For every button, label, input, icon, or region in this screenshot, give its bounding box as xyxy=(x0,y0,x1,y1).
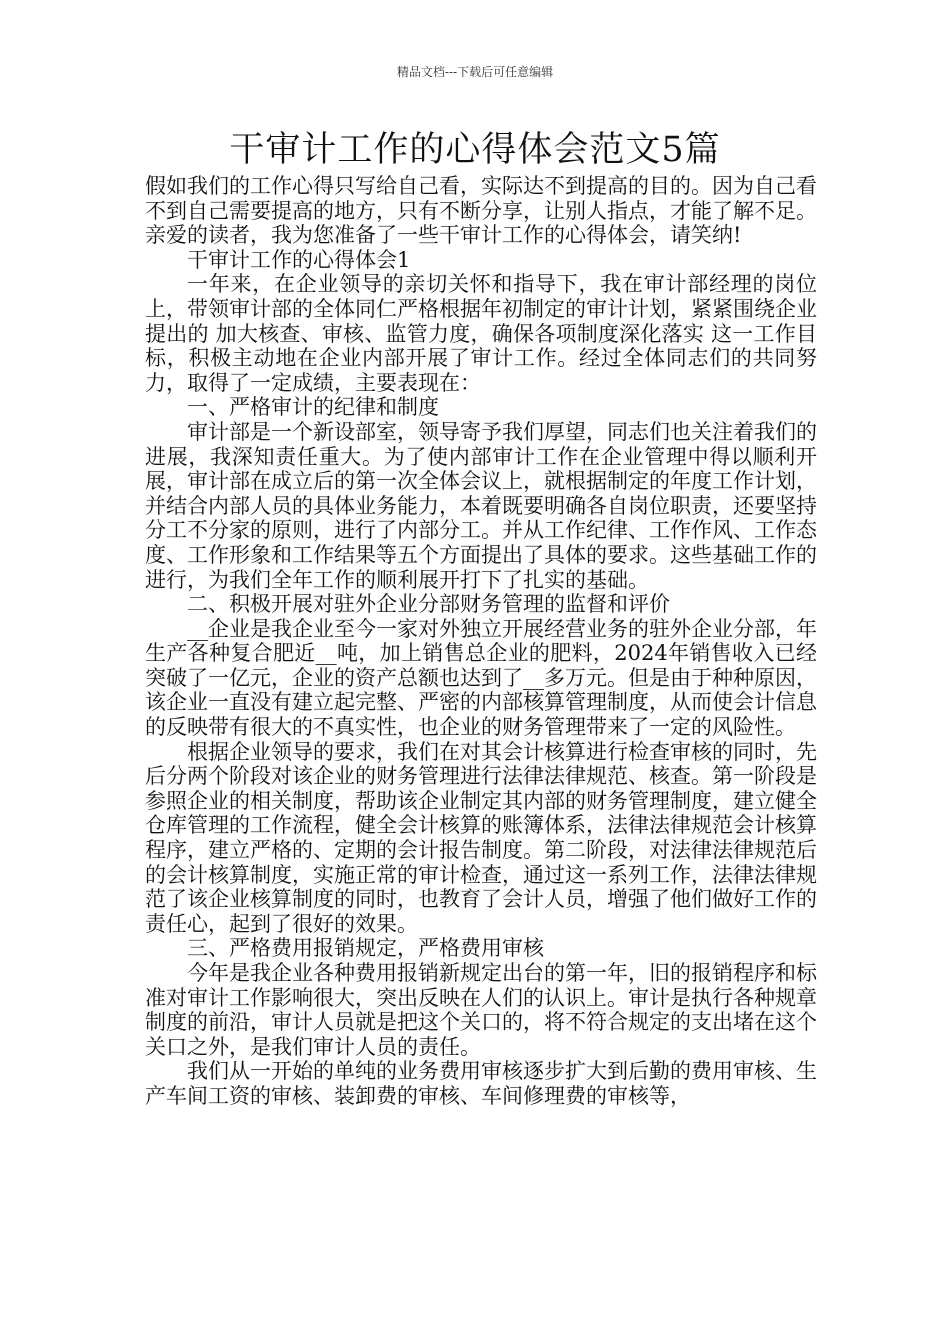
section-heading: 三、严格费用报销规定，严格费用审核 xyxy=(187,936,544,961)
document-title: 干审计工作的心得体会范文5篇 xyxy=(229,130,721,170)
body-paragraph: 我们从一开始的单纯的业务费用审核逐步扩大到后勤的费用审核、生产车间工资的审核、装卸费的审核、车间修理费的审核等， xyxy=(145,1059,817,1108)
section-heading: 干审计工作的心得体会1 xyxy=(187,247,411,272)
body-paragraph: __企业是我企业至今一家对外独立开展经营业务的驻外企业分部，年生产各种复合肥近__吨，加上销售总企业的肥料，2024年销售收入已经突破了一亿元，企业的资产总额也达到了__多万元。但是由于种种原因，该企业一直没有建立起完整、严密的内部核算管理制度，从而使会计信息的反映带有很大的不真实性，也企业的财务管理带来了一定的风险性。 xyxy=(145,616,817,740)
body-paragraph: 根据企业领导的要求，我们在对其会计核算进行检查审核的同时，先后分两个阶段对该企业的财务管理进行法律法律规范、核查。第一阶段是参照企业的相关制度，帮助该企业制定其内部的财务管理制度，建立健全仓库管理的工作流程，健全会计核算的账簿体系，法律法律规范会计核算程序，建立严格的、定期的会计报告制度。第二阶段，对法律法律规范后的会计核算制度，实施正常的审计检查，通过这一系列工作，法律法律规范了该企业核算制度的同时，也教育了会计人员，增强了他们做好工作的责任心，起到了很好的效果。 xyxy=(145,739,817,936)
body-paragraph: 审计部是一个新设部室，领导寄予我们厚望，同志们也关注着我们的进展，我深知责任重大。为了使内部审计工作在企业管理中得以顺利开展，审计部在成立后的第一次全体会议上，就根据制定的年度工作计划，并结合内部人员的具体业务能力，本着既要明确各自岗位职责，还要坚持分工不分家的原则，进行了内部分工。并从工作纪律、工作作风、工作态度、工作形象和工作结果等五个方面提出了具体的要求。这些基础工作的进行，为我们全年工作的顺利展开打下了扎实的基础。 xyxy=(145,419,817,592)
page-header-watermark: 精品文档---下载后可任意编辑 xyxy=(396,65,554,79)
body-paragraph: 一年来，在企业领导的亲切关怀和指导下，我在审计部经理的岗位上，带领审计部的全体同仁严格根据年初制定的审计计划，紧紧围绕企业提出的 加大核查、审核、监管力度，确保各项制度深化落实 这一工作目标，积极主动地在企业内部开展了审计工作。经过全体同志们的共同努力，取得了一定成绩，主要表现在： xyxy=(145,272,817,395)
document-body xyxy=(145,174,817,1109)
body-paragraph: 今年是我企业各种费用报销新规定出台的第一年，旧的报销程序和标准对审计工作影响很大，突出反映在人们的认识上。审计是执行各种规章制度的前沿，审计人员就是把这个关口的，将不符合规定的支出堵在这个关口之外，是我们审计人员的责任。 xyxy=(145,961,817,1059)
section-heading: 二、积极开展对驻外企业分部财务管理的监督和评价 xyxy=(187,592,670,617)
section-heading: 一、严格审计的纪律和制度 xyxy=(187,395,439,420)
intro-paragraph: 假如我们的工作心得只写给自己看，实际达不到提高的目的。因为自己看不到自己需要提高的地方，只有不断分享，让别人指点，才能了解不足。亲爱的读者，我为您准备了一些干审计工作的心得体会，请笑纳! xyxy=(145,174,817,248)
